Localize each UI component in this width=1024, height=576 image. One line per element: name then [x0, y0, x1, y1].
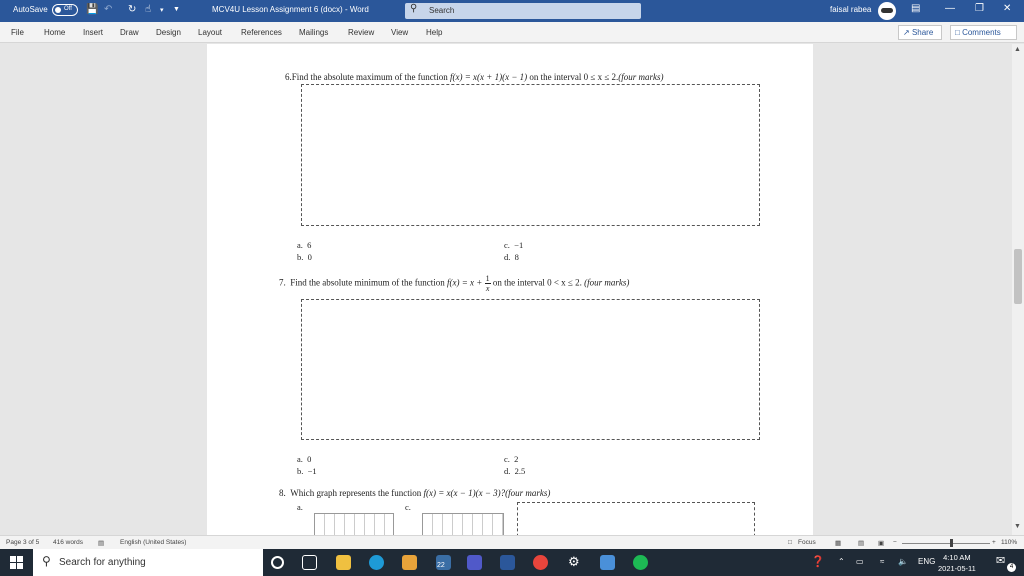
wifi-icon[interactable]: ≈: [880, 557, 885, 566]
comments-button[interactable]: [950, 25, 1017, 40]
autosave-state: Off: [64, 6, 72, 12]
zoom-slider[interactable]: [902, 543, 990, 544]
option-letter: d.: [504, 466, 511, 476]
question-7: [279, 274, 629, 293]
print-layout-icon[interactable]: ▤: [858, 540, 865, 547]
option-letter: b.: [297, 252, 304, 262]
focus-mode-button[interactable]: Focus: [798, 539, 816, 546]
option-letter: a.: [297, 240, 303, 250]
system-clock[interactable]: [938, 552, 976, 574]
graph-option-a[interactable]: [314, 513, 394, 535]
answer-box-q6[interactable]: [301, 84, 760, 226]
taskbar-search[interactable]: [33, 549, 263, 576]
function-expression: f(x) = x(x − 1)(x − 3)?: [423, 488, 506, 498]
scroll-up-icon[interactable]: ▲: [1014, 46, 1021, 53]
scroll-thumb[interactable]: [1014, 249, 1022, 304]
notification-icon[interactable]: ✉: [996, 555, 1006, 567]
restore-icon[interactable]: ❐: [975, 3, 984, 14]
marks-label: (four marks): [584, 277, 630, 288]
tab-file[interactable]: File: [11, 28, 24, 37]
comments-label: Comments: [962, 28, 1001, 37]
option-d[interactable]: [504, 466, 525, 476]
question-number: 6.: [285, 72, 292, 82]
ribbon-display-icon[interactable]: ▤: [911, 3, 921, 14]
function-expression: f(x) = x +: [446, 277, 485, 288]
windows-start-icon[interactable]: [10, 556, 23, 569]
document-page[interactable]: [207, 44, 813, 535]
proofing-icon[interactable]: ▤: [98, 540, 105, 547]
option-b[interactable]: [297, 252, 312, 262]
spotify-icon[interactable]: [633, 555, 648, 570]
calendar-day: 22: [437, 562, 445, 569]
scroll-down-icon[interactable]: ▼: [1014, 523, 1021, 530]
touch-mode-icon[interactable]: ☝: [145, 4, 152, 15]
taskbar: [0, 549, 1024, 576]
share-button[interactable]: [898, 25, 942, 40]
option-letter: c.: [504, 454, 510, 464]
q8-option-a-label: a.: [297, 502, 303, 512]
language-indicator[interactable]: English (United States): [120, 539, 187, 546]
file-explorer-icon[interactable]: [336, 555, 351, 570]
option-value: 8: [514, 252, 519, 262]
tab-references[interactable]: References: [241, 28, 282, 37]
question-text: Find the absolute minimum of the function: [290, 277, 447, 288]
option-value: −1: [514, 240, 524, 250]
settings-icon[interactable]: ⚙: [568, 554, 580, 569]
option-letter: b.: [297, 466, 304, 476]
option-value: −1: [307, 466, 317, 476]
option-a[interactable]: [297, 240, 311, 250]
tab-design[interactable]: Design: [156, 28, 181, 37]
customize-qat-icon[interactable]: ▼: [173, 6, 180, 13]
comment-icon: □: [955, 28, 960, 37]
option-b[interactable]: [297, 466, 317, 476]
option-a[interactable]: [297, 454, 311, 464]
share-icon: ↗: [903, 28, 910, 37]
close-icon[interactable]: ✕: [1003, 3, 1012, 14]
cortana-icon[interactable]: [271, 556, 284, 569]
chrome-icon[interactable]: [533, 555, 548, 570]
app-icon[interactable]: [600, 555, 615, 570]
search-icon: ⚲: [42, 554, 51, 568]
option-c[interactable]: [504, 240, 523, 250]
interval-text: on the interval 0 ≤ x ≤ 2.: [527, 72, 619, 82]
option-value: 6: [307, 240, 312, 250]
search-box[interactable]: [405, 3, 641, 19]
tab-insert[interactable]: Insert: [83, 28, 104, 37]
word-icon[interactable]: [500, 555, 515, 570]
user-name[interactable]: faisal rabea: [830, 5, 872, 14]
network-icon[interactable]: ▭: [856, 557, 864, 566]
read-mode-icon[interactable]: ▦: [835, 540, 842, 547]
tab-home[interactable]: Home: [44, 28, 66, 37]
zoom-out-icon[interactable]: −: [893, 539, 897, 546]
autosave-label: AutoSave: [13, 5, 48, 14]
store-icon[interactable]: [402, 555, 417, 570]
minimize-icon[interactable]: —: [945, 3, 955, 14]
function-expression: f(x) = x(x + 1)(x − 1): [449, 72, 528, 82]
edge-icon[interactable]: [369, 555, 384, 570]
option-d[interactable]: [504, 252, 519, 262]
search-placeholder: Search: [429, 6, 455, 15]
share-label: Share: [911, 28, 934, 37]
tab-layout[interactable]: Layout: [198, 28, 223, 37]
web-layout-icon[interactable]: ▣: [878, 540, 885, 547]
answer-box-q8[interactable]: [517, 502, 755, 535]
question-number: 7.: [279, 277, 286, 288]
tab-mailings[interactable]: Mailings: [299, 28, 329, 37]
redo-icon[interactable]: ↻: [128, 4, 137, 15]
option-value: 0: [307, 454, 312, 464]
option-letter: c.: [504, 240, 510, 250]
question-text: Find the absolute maximum of the function: [291, 72, 450, 82]
ribbon-tabs: [0, 22, 1024, 43]
zoom-slider-thumb[interactable]: [950, 539, 953, 547]
question-8: [279, 488, 550, 498]
search-icon: ⚲: [410, 3, 418, 14]
tab-help[interactable]: Help: [426, 28, 443, 37]
interval-text: on the interval 0 < x ≤ 2.: [490, 277, 582, 288]
undo-icon[interactable]: ↶: [104, 4, 113, 15]
tab-draw[interactable]: Draw: [120, 28, 139, 37]
autosave-toggle[interactable]: [52, 4, 78, 16]
title-bar: [0, 0, 1024, 22]
option-value: 2.5: [514, 466, 526, 476]
q8-option-c-label: c.: [405, 502, 411, 512]
save-icon[interactable]: 💾: [86, 4, 99, 15]
option-letter: d.: [504, 252, 511, 262]
input-language[interactable]: ENG: [918, 557, 936, 566]
question-6: [285, 72, 664, 82]
notification-count: 4: [1007, 563, 1016, 572]
zoom-level[interactable]: 110%: [1001, 539, 1018, 546]
help-icon[interactable]: ❓: [811, 556, 825, 568]
option-value: 0: [307, 252, 312, 262]
page-count[interactable]: Page 3 of 5: [6, 539, 40, 546]
tab-review[interactable]: Review: [348, 28, 375, 37]
status-bar: [0, 535, 1024, 549]
document-area[interactable]: [0, 44, 1012, 535]
option-letter: a.: [297, 454, 303, 464]
focus-icon: □: [788, 539, 792, 546]
option-c[interactable]: [504, 454, 518, 464]
clock-date: 2021-05-11: [938, 564, 976, 573]
marks-label: (four marks): [618, 72, 664, 82]
word-count[interactable]: 416 words: [53, 539, 83, 546]
task-view-icon[interactable]: [302, 555, 317, 570]
calendar-icon[interactable]: [436, 555, 451, 570]
volume-icon[interactable]: 🔈: [898, 557, 908, 566]
chevron-down-icon[interactable]: ▾: [160, 7, 164, 14]
teams-icon[interactable]: [467, 555, 482, 570]
graph-option-c[interactable]: [422, 513, 504, 535]
clock-time: 4:10 AM: [943, 553, 971, 562]
chevron-up-icon[interactable]: ⌃: [838, 557, 845, 566]
question-text: Which graph represents the function: [290, 488, 424, 498]
taskbar-search-placeholder: Search for anything: [59, 557, 146, 568]
question-number: 8.: [279, 488, 286, 498]
fraction-denominator: x: [485, 284, 490, 293]
fraction-numerator: 1: [485, 274, 490, 283]
option-value: 2: [514, 454, 519, 464]
zoom-in-icon[interactable]: +: [992, 539, 996, 546]
document-title: MCV4U Lesson Assignment 6 (docx) - Word: [212, 5, 369, 14]
avatar[interactable]: [878, 2, 896, 20]
toggle-knob: [55, 7, 61, 13]
tab-view[interactable]: View: [391, 28, 409, 37]
answer-box-q7[interactable]: [301, 299, 760, 440]
vertical-scrollbar[interactable]: [1012, 44, 1024, 535]
marks-label: (four marks): [505, 488, 551, 498]
